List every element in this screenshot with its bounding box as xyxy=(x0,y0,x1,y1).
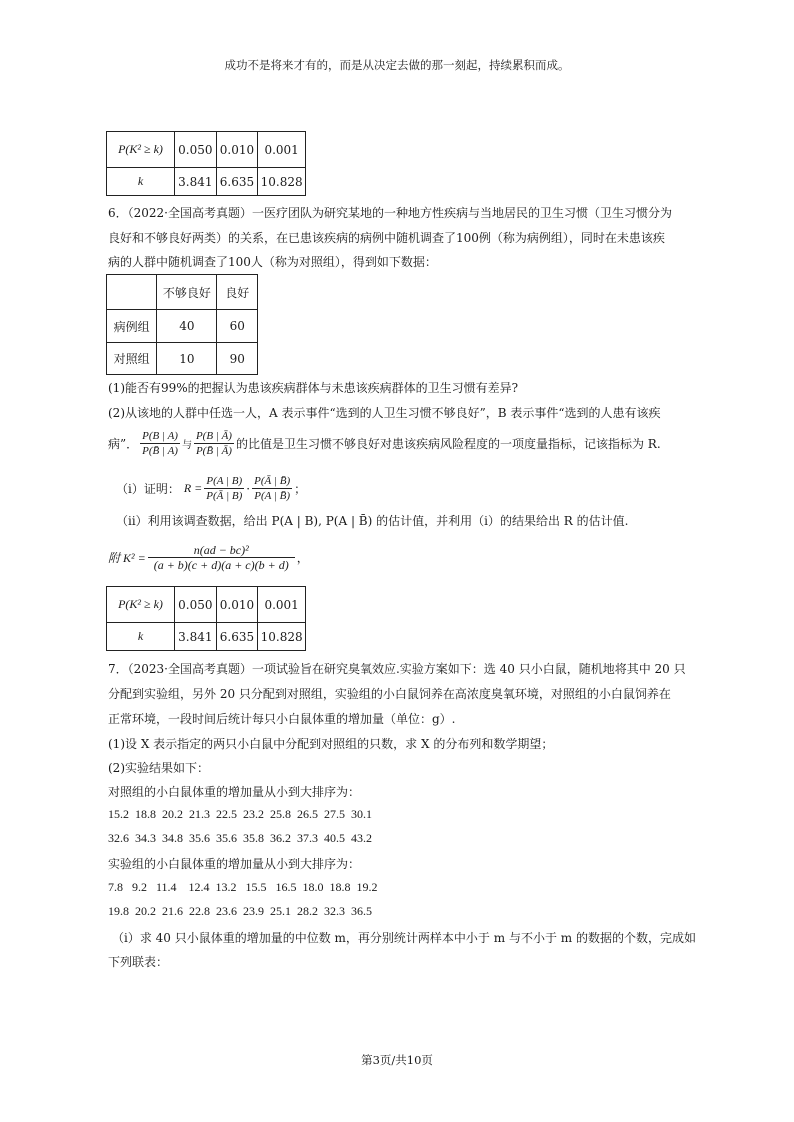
table-cell: 0.010 xyxy=(216,132,258,168)
q6-data-table xyxy=(106,274,258,375)
text-span: ， xyxy=(296,551,309,565)
q6-part-ii: （ⅱ）利用该调查数据，给出 P(A | B), P(A | B̄) 的估计值，并利用（ⅰ）的结果给出 R 的估计值. xyxy=(116,514,629,528)
text-span: 与 xyxy=(181,440,192,451)
q6-part-2a: (2)从该地的人群中任选一人，A 表示事件“选到的人卫生习惯不够良好”，B 表示事件“选到的人患有该疾 xyxy=(108,406,661,420)
fraction xyxy=(194,429,234,458)
q7-line-2: 分配到实验组，另外 20 只分配到对照组，实验组的小白鼠饲养在高浓度臭氧环境，对照组的小白鼠饲养在 xyxy=(108,687,671,701)
table-cell: k xyxy=(107,623,175,651)
table-cell: P(K² ≥ k) xyxy=(107,587,175,623)
experiment-group-row-2: 19.8 20.2 21.6 22.8 23.6 23.9 25.1 28.2 32.3 36.5 xyxy=(108,904,372,918)
table-cell: 0.001 xyxy=(258,132,306,168)
table-cell: 10.828 xyxy=(258,623,306,651)
fraction-numerator: P(A | B) xyxy=(204,474,244,489)
fraction-numerator: n(ad − bc)² xyxy=(148,543,295,558)
text-span: 的比值是卫生习惯不够良好对患该疾病风险程度的一项度量指标，记该指标为 R. xyxy=(235,437,661,451)
q6-line-1: 6．（2022·全国高考真题）一医疗团队为研究某地的一种地方性疾病与当地居民的卫生习惯（卫生习惯分为 xyxy=(108,206,672,220)
q7-line-3: 正常环境，一段时间后统计每只小白鼠体重的增加量（单位：g）. xyxy=(108,712,456,726)
fraction-numerator: P(B | Ā) xyxy=(195,430,232,442)
page-number: 第3页/共10页 xyxy=(361,1053,433,1067)
table-cell: 3.841 xyxy=(175,168,217,196)
table-cell: 良好 xyxy=(217,275,258,310)
table-cell: 10 xyxy=(157,343,217,375)
q7-line-1: 7．（2023·全国高考真题）一项试验旨在研究臭氧效应.实验方案如下：选 40 只小白鼠，随机地将其中 20 只 xyxy=(108,662,686,676)
q6-line-3: 病的人群中随机调查了100人（称为对照组），得到如下数据： xyxy=(108,255,437,269)
q6-line-2: 良好和不够良好两类）的关系，在已患该疾病的病例中随机调查了100例（称为病例组），同时在未患该疾 xyxy=(108,231,665,245)
table-cell xyxy=(107,275,157,310)
fraction xyxy=(204,474,244,503)
q7-part-1: (1)设 X 表示指定的两只小白鼠中分配到对照组的只数，求 X 的分布列和数学期望； xyxy=(108,737,554,751)
multiply-dot: · xyxy=(246,481,251,496)
control-group-row-1: 15.2 18.8 20.2 21.3 22.5 23.2 25.8 26.5 27.5 30.1 xyxy=(108,807,372,821)
fraction-denominator: P(A | B̄) xyxy=(254,490,291,502)
q6-part-1: (1)能否有99%的把握认为患该疾病群体与未患该疾病群体的卫生习惯有差异? xyxy=(108,381,519,395)
table-cell: k xyxy=(107,168,175,196)
critical-value-table-bottom xyxy=(106,586,306,651)
text-span: ； xyxy=(294,482,307,496)
q6-part-2b xyxy=(108,429,661,458)
experiment-group-label: 实验组的小白鼠体重的增加量从小到大排序为： xyxy=(108,857,361,871)
fraction xyxy=(148,543,295,572)
critical-value-table-top xyxy=(106,131,306,196)
control-group-label: 对照组的小白鼠体重的增加量从小到大排序为： xyxy=(108,785,361,799)
text-span: 病”． xyxy=(108,437,139,451)
text-span: （ⅰ）证明： xyxy=(116,482,180,496)
fraction xyxy=(252,474,292,503)
table-cell: 0.001 xyxy=(258,587,306,623)
experiment-group-row-1: 7.8 9.2 11.4 12.4 13.2 15.5 16.5 18.0 18.8 19.2 xyxy=(108,880,378,894)
fraction xyxy=(140,429,180,458)
fraction-denominator: P(B̄ | A) xyxy=(142,445,178,457)
table-cell: P(K² ≥ k) xyxy=(107,132,175,168)
table-cell: 40 xyxy=(157,310,217,343)
table-cell: 不够良好 xyxy=(157,275,217,310)
fraction-denominator: P(Ā | B) xyxy=(206,490,243,502)
fraction-denominator: (a + b)(c + d)(a + c)(b + d) xyxy=(153,558,289,572)
table-cell: 90 xyxy=(217,343,258,375)
table-cell: 0.050 xyxy=(175,587,217,623)
table-cell: 3.841 xyxy=(175,623,217,651)
q6-proof-line xyxy=(116,474,306,503)
fraction-numerator: P(B | A) xyxy=(142,430,178,442)
q7-part-2: (2)实验结果如下： xyxy=(108,761,209,775)
table-cell: 0.050 xyxy=(175,132,217,168)
table-cell: 对照组 xyxy=(107,343,157,375)
control-group-row-2: 32.6 34.3 34.8 35.6 35.6 35.8 36.2 37.3 40.5 43.2 xyxy=(108,831,372,845)
text-span: R = xyxy=(183,481,203,495)
table-cell: 60 xyxy=(217,310,258,343)
text-span: 附 K² = xyxy=(108,551,146,565)
table-cell: 0.010 xyxy=(216,587,258,623)
fraction-denominator: P(B̄ | Ā) xyxy=(195,445,232,457)
table-cell: 病例组 xyxy=(107,310,157,343)
table-cell: 10.828 xyxy=(258,168,306,196)
fraction-numerator: P(Ā | B̄) xyxy=(254,475,291,487)
page-header-motto: 成功不是将来才有的，而是从决定去做的那一刻起，持续累积而成。 xyxy=(224,58,570,72)
q6-formula xyxy=(108,543,309,572)
table-cell: 6.635 xyxy=(216,168,258,196)
q7-part-i-line-2: 下列联表： xyxy=(108,955,169,969)
table-cell: 6.635 xyxy=(216,623,258,651)
q7-part-i-line-1: （i）求 40 只小鼠体重的增加量的中位数 m，再分别统计两样本中小于 m 与不小于 m 的数据的个数，完成如 xyxy=(112,931,696,945)
